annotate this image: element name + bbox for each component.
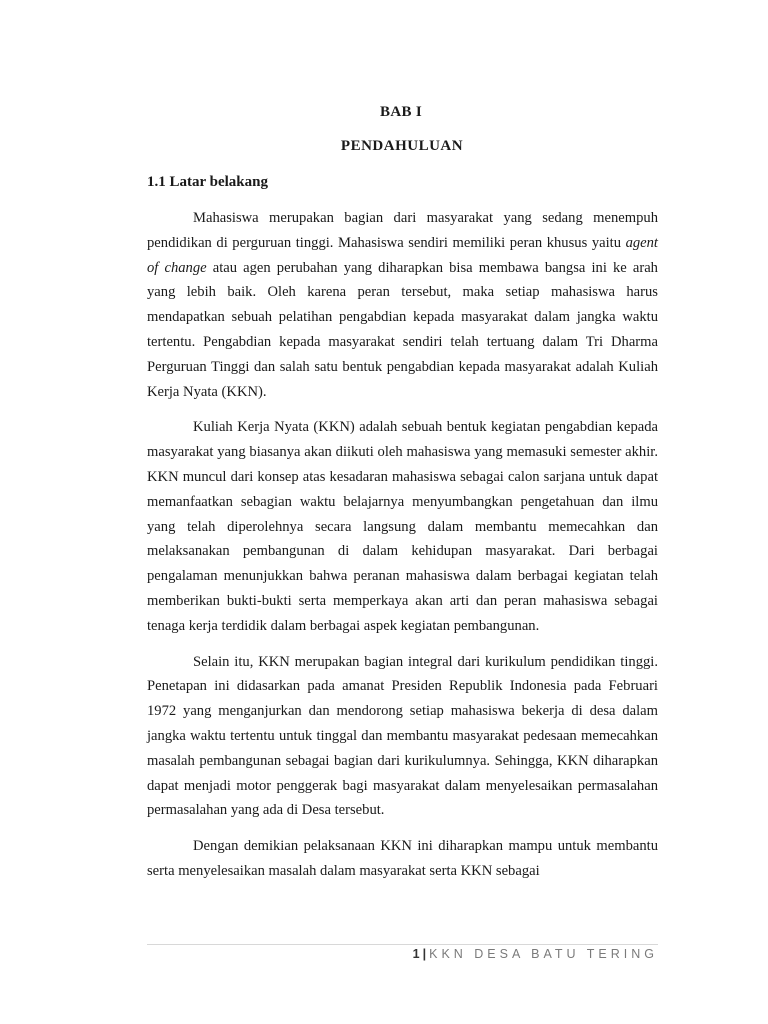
body-text <box>147 206 658 895</box>
paragraph-2: Kuliah Kerja Nyata (KKN) adalah sebuah bentuk kegiatan pengabdian kepada masyarakat yang biasanya akan diikuti oleh mahasiswa yang memasuki semester akhir. KKN muncul dari konsep atas kesadaran mahasiswa sebagai calon sarjana untuk dapat memanfaatkan sebagian waktu belajarnya menyumbangkan pengetahuan dan ilmu yang telah diperolehnya secara langsung dalam membantu memecahkan dan melaksanakan pembangunan di dalam kehidupan masyarakat. Dari berbagai pengalaman menunjukkan bahwa peranan mahasiswa dalam berbagai kegiatan telah memberikan bukti-bukti serta memperkaya akan arti dan peran mahasiswa sebagai tenaga kerja terdidik dalam berbagai aspek kegiatan pembangunan. <box>147 419 658 634</box>
page-number: 1 <box>412 947 420 961</box>
paragraph-1-text-after: atau agen perubahan yang diharapkan bisa membawa bangsa ini ke arah yang lebih baik. Oleh karena peran tersebut, maka setiap mahasiswa harus mendapatkan sebuah pelatihan pengabdian kepada masyarakat dalam jangka waktu tertentu. Pengabdian kepada masyarakat sendiri telah tertuang dalam Tri Dharma Perguruan Tinggi dan salah satu bentuk pengabdian kepada masyarakat adalah Kuliah Kerja Nyata (KKN). <box>147 259 658 400</box>
footer-label: KKN DESA BATU TERING <box>429 947 658 961</box>
footer-divider <box>147 944 658 945</box>
chapter-title: BAB I <box>380 104 422 120</box>
section-heading: 1.1 Latar belakang <box>147 174 268 190</box>
paragraph-3: Selain itu, KKN merupakan bagian integral dari kurikulum pendidikan tinggi. Penetapan ini didasarkan pada amanat Presiden Republik Indonesia pada Februari 1972 yang menganjurkan dan mendorong setiap mahasiswa bekerja di desa dalam jangka waktu tertentu untuk tinggal dan membantu masyarakat pedesaan memecahkan masalah pembangunan sebagai bagian dari kurikulumnya. Sehingga, KKN diharapkan dapat menjadi motor penggerak bagi masyarakat dalam menyelesaikan permasalahan permasalahan yang ada di Desa tersebut. <box>147 653 658 819</box>
paragraph-1-text-before: Mahasiswa merupakan bagian dari masyarakat yang sedang menempuh pendidikan di perguruan tinggi. Mahasiswa sendiri memiliki peran khusus yaitu <box>147 210 658 251</box>
page-footer <box>413 947 658 961</box>
paragraph-4: Dengan demikian pelaksanaan KKN ini diharapkan mampu untuk membantu serta menyelesaikan masalah dalam masyarakat serta KKN sebagai <box>147 838 658 879</box>
paragraph-1-emphasis: agent of change <box>147 234 658 276</box>
chapter-heading: PENDAHULUAN <box>340 138 464 154</box>
paragraph-1 <box>147 206 658 404</box>
footer-separator: | <box>422 947 427 961</box>
